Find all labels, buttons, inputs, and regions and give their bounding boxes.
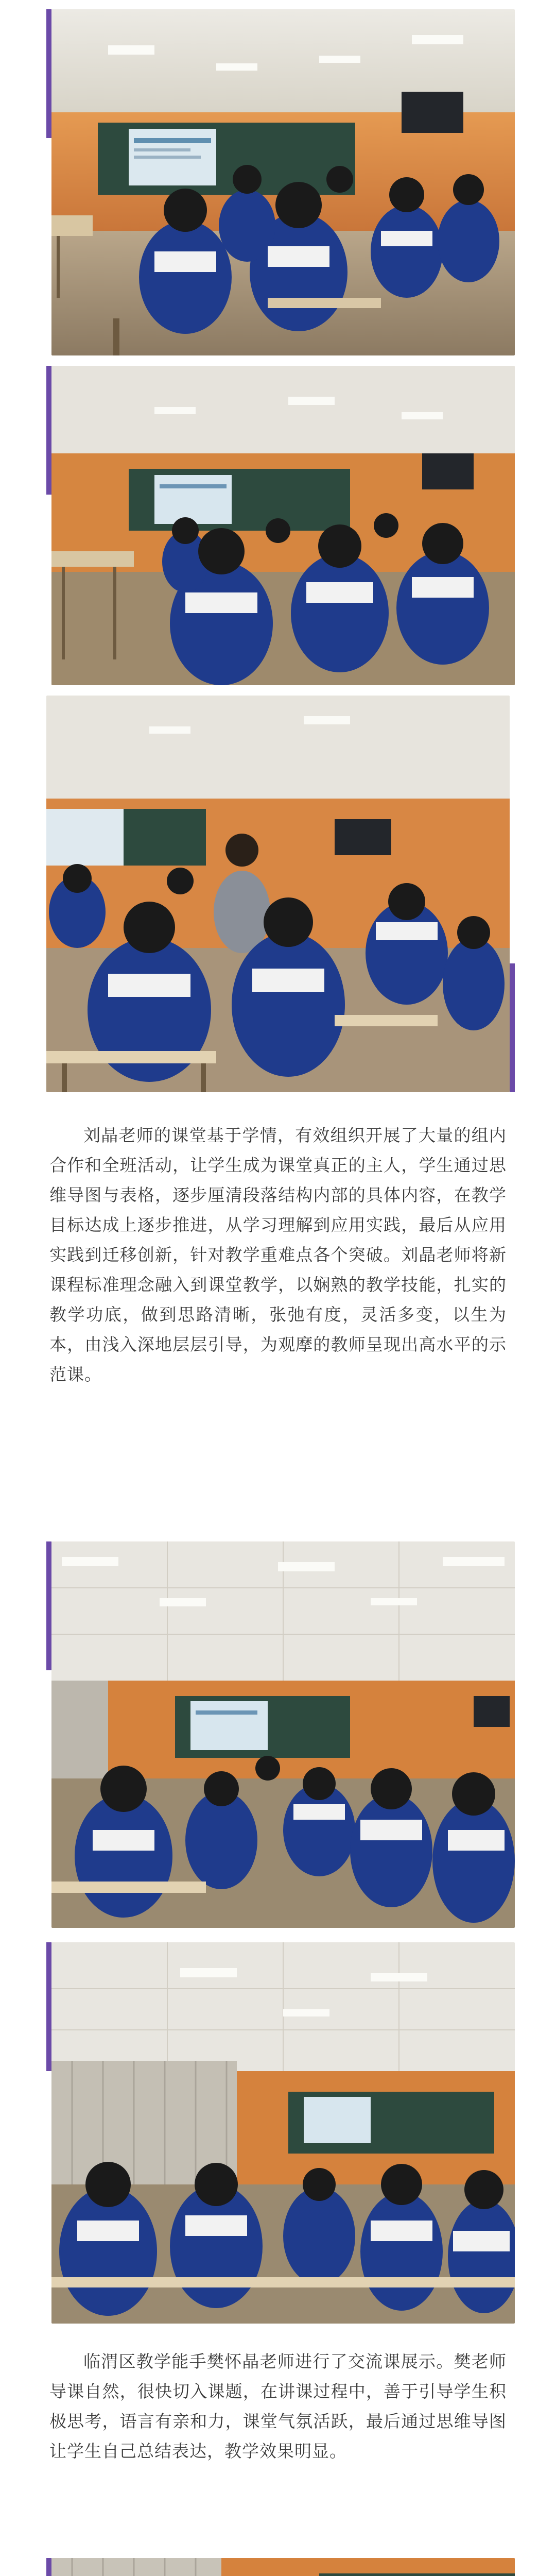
- photo-section-5: [0, 1932, 556, 2329]
- classroom-teacher-with-group-image: [46, 696, 510, 1092]
- photo-section-3: [0, 690, 556, 1103]
- classroom-group-discussion-image: [51, 9, 515, 355]
- classroom-photo-2: [51, 366, 515, 685]
- classroom-lecture-side-image: [51, 1942, 515, 2324]
- photo-accent-bar: [46, 1942, 51, 2071]
- photo-section-6: [0, 2553, 556, 2576]
- classroom-photo-1: [51, 9, 515, 355]
- classroom-photo-6: [51, 2558, 515, 2576]
- teachers-meeting-image: [51, 2558, 515, 2576]
- classroom-lecture-wide-image: [51, 1541, 515, 1928]
- article-paragraph-1: [49, 1121, 507, 1492]
- classroom-photo-3: [46, 696, 510, 1092]
- classroom-photo-4: [51, 1541, 515, 1928]
- photo-accent-bar: [510, 963, 515, 1092]
- article-paragraph-2: [49, 2347, 507, 2512]
- photo-section-4: [0, 1535, 556, 1932]
- photo-section-2: [0, 361, 556, 690]
- photo-accent-bar: [46, 1541, 51, 1670]
- photo-accent-bar: [46, 366, 51, 495]
- photo-accent-bar: [46, 9, 51, 138]
- classroom-students-at-desks-image: [51, 366, 515, 685]
- classroom-photo-5: [51, 1942, 515, 2324]
- photo-accent-bar: [46, 2558, 51, 2576]
- photo-section-1: [0, 0, 556, 361]
- paragraph-text: 刘晶老师的课堂基于学情，有效组织开展了大量的组内合作和全班活动，让学生成为课堂真正的主人，学生通过思维导图与表格，逐步厘清段落结构内部的具体内容，在教学目标达成上逐步推进，从学习理解到应用实践，最后从应用实践到迁移创新，针对教学重难点各个突破。刘晶老师将新课程标准理念融入到课堂教学，以娴熟的教学技能，扎实的教学功底，做到思路清晰，张弛有度，灵活多变，以生为本，由浅入深地层层引导，为观摩的教师呈现出高水平的示范课。: [49, 1125, 507, 1384]
- paragraph-text: 临渭区教学能手樊怀晶老师进行了交流课展示。樊老师导课自然，很快切入课题，在讲课过程中，善于引导学生积极思考，语言有亲和力，课堂气氛活跃，最后通过思维导图让学生自己总结表达，教学效果明显。: [49, 2351, 507, 2461]
